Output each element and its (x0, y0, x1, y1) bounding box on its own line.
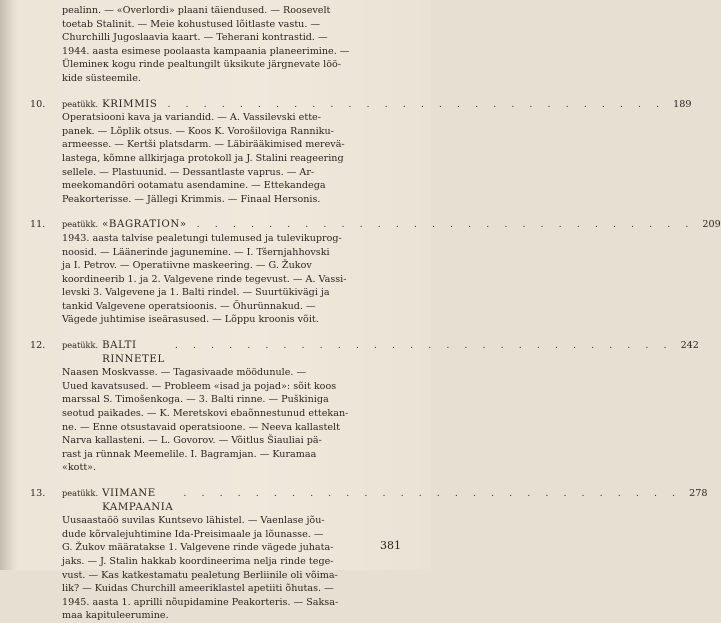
text-line: Uusaastaöö suvilas Kuntsevo lähistel. — Vaenlase jõu- (62, 515, 325, 527)
text-line: lik? — Kuidas Churchill ameeriklastel apetiiti õhutas. — (62, 583, 334, 595)
chapter-summary (62, 232, 400, 327)
chapter-heading (30, 218, 721, 232)
intro-paragraph (62, 4, 400, 86)
dot-leader: . . . . . . . . . . . . . . . . . . . . . . . . . . . . (167, 98, 666, 110)
text-line: ja I. Petrov. — Operatiivne maskeering. — G. Žukov (62, 260, 312, 272)
dot-leader: . . . . . . . . . . . . . . . . . . . . . . . . . . . . (174, 340, 673, 352)
text-line: Vägede juhtimise iseärasused. — Lõppu kroonis võit. (62, 314, 319, 326)
chapter-page-number: 278 (689, 488, 708, 499)
text-line: sellele. — Plastuunid. — Dessantlaste vaprus. — Ar- (62, 166, 315, 178)
chapter-page-number: 209 (702, 219, 721, 231)
chapter-number: 13. (30, 488, 46, 499)
text-line: kide süsteemile. (62, 72, 141, 84)
text-line: dude kõrvalejuhtimine Ida-Preisimaale ja lõunasse. — (62, 528, 324, 540)
chapter-title: VIIMANE KAMPAANIA (102, 488, 174, 513)
text-line: levski 3. Valgevene ja 1. Balti rindel. — Suurtükivägi ja (62, 287, 330, 299)
text-line: Peakorterisse. — Jällegi Krimmis. — Finaal Hersonis. (62, 193, 321, 205)
text-line: 1944. aasta esimese poolaasta kampaania planeerimine. — (62, 45, 350, 57)
chapter-heading (30, 98, 692, 112)
text-line: Narva kallasteni. — L. Govorov. — Võitlus Šiauliai pä- (62, 435, 322, 447)
text-line: lastega, kõmne allkirjaga protokoll ja J. Stalini reageering (62, 152, 344, 164)
chapter-prefix: peatükk. (62, 340, 99, 351)
text-line: 1943. aasta talvise pealetungi tulemused ja tulevikuprog- (62, 232, 342, 244)
text-line: Churchilli Jugoslaavia kaart. — Teherani kontrastid. — (62, 32, 328, 44)
text-line: noosid. — Läänerinde jagunemine. — I. Tšernjahhovski (62, 246, 330, 258)
text-line: 1945. aasta 1. aprilli nõupidamine Peakorteris. — Saksa- (62, 596, 339, 608)
chapter-title: KRIMMIS (102, 98, 158, 110)
text-line: G. Žukov määratakse 1. Valgevene rinde vägede juhata- (62, 542, 334, 554)
dot-leader: . . . . . . . . . . . . . . . . . . . . . . . . . . . . (196, 219, 695, 231)
text-line: Naasen Moskvasse. — Tagasivaade möödunule. — (62, 367, 307, 379)
page-number: 381 (380, 539, 401, 552)
text-line: seotud paikades. — K. Meretskovi ebaõnnestunud ettekan- (62, 408, 349, 420)
chapter-title: «BAGRATION» (102, 219, 187, 231)
chapter-number: 11. (30, 219, 46, 231)
chapter-summary (62, 111, 400, 206)
chapter-summary (62, 514, 400, 623)
text-line: armeesse. — Kertši platsdarm. — Läbirääkimised merevä- (62, 139, 345, 151)
text-line: pealinn. — «Overlordi» plaani täiendused. — Roosevelt (62, 5, 331, 16)
text-line: Operatsiooni kava ja variandid. — A. Vassilevski ette- (62, 112, 321, 124)
table-of-contents (30, 4, 721, 623)
text-line: meekomandöri ootamatu asendamine. — Ettekandega (62, 180, 326, 192)
chapter-summary (62, 366, 400, 475)
chapter-prefix: peatükk. (62, 219, 99, 230)
text-line: toetab Stalinit. — Meie kohustused lõitlaste vastu. — (62, 18, 321, 30)
chapter-heading (30, 487, 708, 514)
chapter-entry-13 (30, 487, 708, 623)
text-line: Ülemineк kogu rinde pealtungilt üksikute järgnevate löö- (62, 59, 341, 71)
text-line: koordineerib 1. ja 2. Valgevene rinde tegevust. — A. Vassi- (62, 273, 347, 285)
text-line: maa kapituleerumine. (62, 610, 169, 622)
text-line: Uued kavatsused. — Probleem «isad ja pojad»: sõit koos (62, 380, 337, 392)
chapter-page-number: 242 (680, 340, 699, 352)
dot-leader: . . . . . . . . . . . . . . . . . . . . . . . . . . . . (183, 488, 682, 499)
chapter-title: BALTI RINNETEL (102, 340, 165, 365)
text-line: vust. — Kas katkestamatu pealetung Berliinile oli võima- (62, 569, 338, 581)
chapter-page-number: 189 (673, 98, 692, 110)
text-line: jaks. — J. Stalin hakkab koordineerima nelja rinde tege- (62, 555, 334, 567)
chapter-entry-10 (30, 98, 692, 207)
chapter-entry-12 (30, 339, 699, 475)
chapter-entry-11 (30, 218, 721, 327)
text-line: panek. — Lõplik otsus. — Koos K. Vorošiloviga Ranniku- (62, 125, 334, 137)
text-line: ne. — Enne otsustavaid operatsioone. — Neeva kallastelt (62, 421, 340, 433)
text-line: rast ja rünnak Meemelile. I. Bagramjan. — Kuramaa (62, 448, 317, 460)
chapter-number: 10. (30, 98, 46, 110)
chapter-prefix: peatükk. (62, 488, 99, 498)
text-line: tankid Valgevene operatsioonis. — Õhurünnakud. — (62, 300, 316, 312)
chapter-heading (30, 339, 699, 366)
chapter-number: 12. (30, 340, 46, 352)
chapter-prefix: peatükk. (62, 98, 99, 109)
text-line: «kott». (62, 462, 97, 474)
text-line: marssal S. Timošenkoga. — 3. Balti rinne. — Puškiniga (62, 394, 329, 406)
binding-shadow (0, 0, 14, 570)
